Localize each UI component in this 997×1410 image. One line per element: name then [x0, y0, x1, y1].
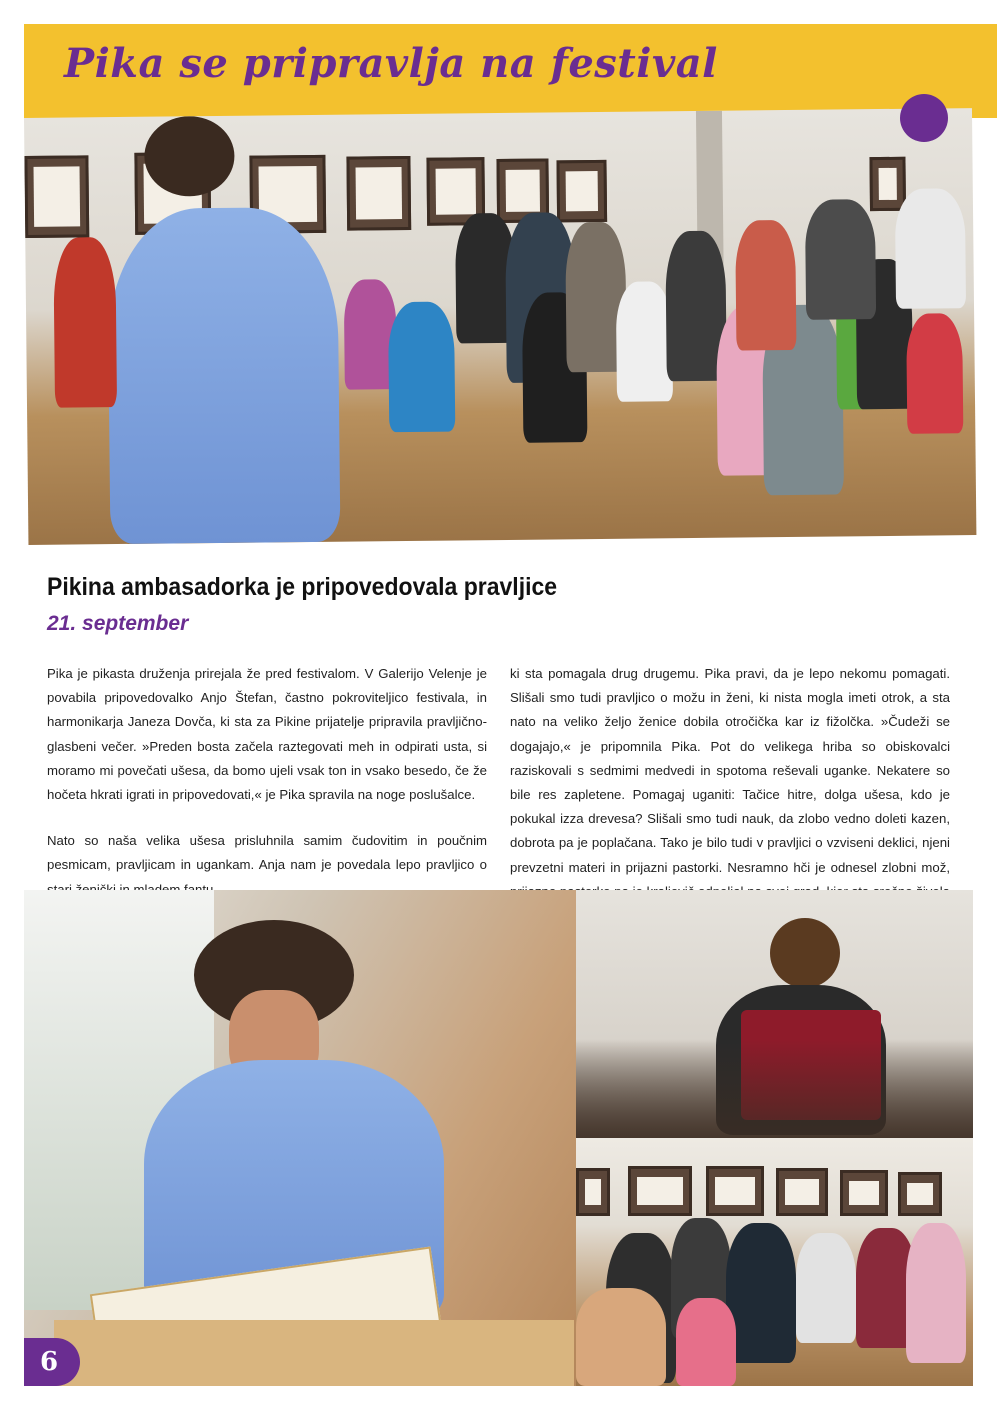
paragraph: Pika je pikasta druženja prirejala že pred festivalom. V Galerijo Velenje je povabila pripovedovalko Anjo Štefan, častno pokroviteljico festivala, in harmonikarja Janeza Dovča, ki sta za Pikine prijatelje pripravila pravljično-glasbeni večer. »Preden bosta začela raztegovati meh in odpirati usta, si moramo mi povečati ušesa, da bomo ujeli vsak ton in vsako besedo, če že hočeta hkrati igrati in pripovedovati,« je Pika spravila na noge poslušalce. — [47, 666, 487, 803]
gallery-frame — [840, 1170, 888, 1216]
decorative-dot — [900, 94, 948, 142]
audience-figure — [796, 1233, 856, 1343]
gallery-frame — [24, 155, 89, 238]
gallery-frame — [869, 157, 906, 211]
gallery-frame — [556, 160, 607, 223]
child-figure — [576, 1288, 666, 1386]
signing-photo — [24, 890, 576, 1386]
table — [54, 1320, 574, 1386]
storyteller-figure — [107, 207, 340, 544]
child-figure — [906, 1223, 966, 1363]
gallery-frame — [706, 1166, 764, 1216]
audience-photo — [576, 1138, 973, 1386]
audience-figure — [726, 1223, 796, 1363]
audience-figure — [805, 199, 876, 320]
gallery-frame — [898, 1172, 942, 1216]
gallery-frame — [776, 1168, 828, 1216]
article-heading: Pikina ambasadorka je pripovedovala pravljice — [47, 573, 558, 601]
audience-figure — [895, 188, 966, 309]
paragraph: Nato so naša velika ušesa prisluhnila samim čudovitim in poučnim pesmicam, pravljicam in ugankam. Anja nam je povedala lepo pravljico o — [47, 833, 487, 873]
paragraph: ki sta pomagala drug drugemu. Pika pravi, da je lepo nekomu pomagati. Slišali smo tudi pravljico o možu in ženi, ki nista mogla imeti otrok, a sta nato na veliko željo ženice dobila otročička kar iz fižolčka. »Čudeži se dogajajo,« je pripomnila Pika. Pot do velikega hriba so obiskovalci raziskovali s sedmimi medvedi in spotoma reševali uganke. Nekatere so bile res zapletene. Pomagaj uganiti: Tačice hitre, dolga ušesa, kdo je pokukal izza drevesa? Slišali smo tudi nauk, da zlobo vedno doleti kazen, dobrota pa je poplačana. Tako je bilo tudi v pravljici o vzviseni deklici, njeni prevzetni materi in prijazni pastorki. Nesramno hči je odnesel zlobni mož, — [510, 666, 950, 875]
audience-figure — [735, 220, 796, 351]
gallery-frame — [576, 1168, 610, 1216]
page-title: Pika se pripravlja na festival — [64, 40, 718, 87]
accordion-photo — [576, 890, 973, 1138]
article-column-left — [47, 662, 487, 924]
audience-figure — [53, 237, 117, 408]
musician-hair — [770, 918, 840, 988]
title-banner — [24, 24, 997, 118]
child-figure — [906, 313, 963, 434]
audience-silhouettes — [576, 1040, 973, 1138]
page-number: 6 — [24, 1338, 80, 1386]
child-figure — [616, 281, 673, 402]
storyteller-hair — [144, 116, 235, 197]
storytelling-photo — [24, 108, 976, 545]
child-figure — [388, 302, 455, 433]
gallery-frame — [628, 1166, 692, 1216]
article-date: 21. september — [47, 612, 189, 635]
child-figure — [676, 1298, 736, 1386]
gallery-frame — [346, 156, 411, 231]
